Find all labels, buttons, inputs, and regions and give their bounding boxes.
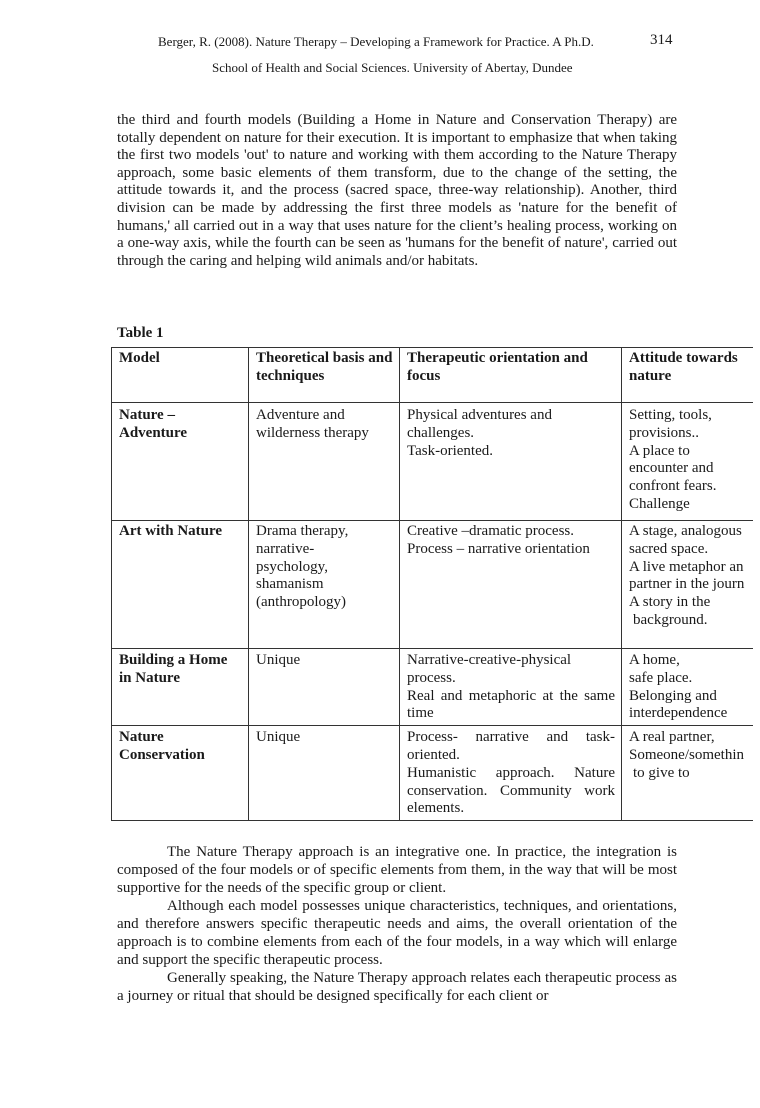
orientation-line: Creative –dramatic process. bbox=[407, 523, 575, 539]
orientation-line: Process – narrative orientation bbox=[407, 540, 590, 557]
table-row bbox=[112, 521, 753, 649]
table-caption: Table 1 bbox=[117, 325, 164, 341]
model-cell: Building a Home in Nature bbox=[112, 649, 249, 726]
model-cell: Nature Conservation bbox=[112, 726, 249, 821]
attitude-cell bbox=[622, 649, 753, 726]
orientation-cell bbox=[400, 403, 622, 521]
orientation-line: Humanistic approach. Nature conservation. Community work elements. bbox=[407, 764, 615, 817]
attitude-line: A place to bbox=[629, 442, 690, 459]
basis-cell: Unique bbox=[249, 726, 400, 821]
body-paragraph-text: The Nature Therapy approach is an integrative one. In practice, the integration is composed of the four models or of specific elements from them, in the way that will be most supportive for the needs of the specific group or client. bbox=[117, 844, 677, 896]
header-cell-orientation: Therapeutic orientation and focus bbox=[400, 348, 622, 403]
header-cell-basis: Theoretical basis and techniques bbox=[249, 348, 400, 403]
basis-cell: Unique bbox=[249, 649, 400, 726]
intro-paragraph: the third and fourth models (Building a Home in Nature and Conservation Therapy) are totally dependent on nature for their execution. It is important to emphasize that when taking the first two models 'out' to nature and working with them according to the Nature Therapy approach, some basic elements of them transform, due to the change of the setting, the attitude towards it, and the process (sacred space, three-way relationship). Another, third division can be made by addressing the first three models as 'nature for the benefit of humans,' all carried out in a way that uses nature for the client’s healing process, working on a one-way axis, while the fourth can be seen as 'humans for the benefit of nature', carried out through the caring and helping wild animals and/or habitats. bbox=[117, 112, 677, 269]
attitude-line: Setting, tools, bbox=[629, 407, 712, 423]
attitude-cell bbox=[622, 726, 753, 821]
attitude-line: encounter and bbox=[629, 460, 714, 477]
body-paragraph bbox=[117, 969, 677, 1005]
model-cell: Nature – Adventure bbox=[112, 403, 249, 521]
orientation-line: Process- narrative and task-oriented. bbox=[407, 729, 615, 763]
orientation-line: Physical adventures and challenges. bbox=[407, 407, 552, 441]
attitude-line: Belonging and bbox=[629, 687, 717, 704]
orientation-line: Real and metaphoric at the same time bbox=[407, 687, 615, 722]
models-table bbox=[111, 347, 753, 821]
attitude-line: A stage, analogous bbox=[629, 523, 742, 539]
body-paragraph bbox=[117, 897, 677, 969]
attitude-line: A story in the bbox=[629, 594, 711, 611]
orientation-cell bbox=[400, 521, 622, 649]
orientation-cell bbox=[400, 649, 622, 726]
table-row bbox=[112, 649, 753, 726]
body-paragraph-text: Generally speaking, the Nature Therapy approach relates each therapeutic process as a journey or ritual that should be designed specifically for each client or bbox=[117, 970, 677, 1004]
attitude-line: sacred space. bbox=[629, 540, 709, 557]
attitude-line: A home, bbox=[629, 652, 680, 668]
header-citation: Berger, R. (2008). Nature Therapy – Developing a Framework for Practice. A Ph.D. bbox=[158, 34, 594, 49]
body-paragraph bbox=[117, 843, 677, 897]
basis-cell: Drama therapy, narrative-psychology, shamanism (anthropology) bbox=[249, 521, 400, 649]
orientation-line: Task-oriented. bbox=[407, 442, 494, 459]
orientation-cell bbox=[400, 726, 622, 821]
attitude-line: A live metaphor an bbox=[629, 558, 744, 575]
header-institution: School of Health and Social Sciences. University of Abertay, Dundee bbox=[212, 60, 573, 75]
table-header-row bbox=[112, 348, 753, 403]
attitude-line: A real partner, bbox=[629, 729, 715, 746]
closing-text bbox=[117, 843, 677, 1005]
header-cell-model: Model bbox=[112, 348, 249, 403]
attitude-line: confront fears. bbox=[629, 478, 717, 495]
attitude-cell bbox=[622, 521, 753, 649]
body-paragraph-text: Although each model possesses unique characteristics, techniques, and orientations, and therefore answers specific therapeutic needs and aims, the overall orientation of the approach is to combine elements from each of the four models, in a way which will enlarge and support the specific therapeutic process. bbox=[117, 898, 677, 968]
attitude-line: safe place. bbox=[629, 669, 693, 686]
attitude-line: Challenge bbox=[629, 495, 690, 512]
attitude-cell bbox=[622, 403, 753, 521]
attitude-line: background. bbox=[633, 611, 708, 628]
model-cell: Art with Nature bbox=[112, 521, 249, 649]
attitude-line: to give to bbox=[633, 764, 690, 781]
page-number: 314 bbox=[650, 32, 673, 48]
table-row bbox=[112, 726, 753, 821]
attitude-line: partner in the journ bbox=[629, 576, 745, 593]
attitude-line: Someone/somethin bbox=[629, 746, 744, 763]
header-cell-attitude: Attitude towards nature bbox=[622, 348, 753, 403]
orientation-line: Narrative-creative-physical process. bbox=[407, 652, 572, 686]
attitude-line: interdependence bbox=[629, 705, 728, 722]
basis-cell: Adventure and wilderness therapy bbox=[249, 403, 400, 521]
table-row bbox=[112, 403, 753, 521]
attitude-line: provisions.. bbox=[629, 424, 700, 441]
